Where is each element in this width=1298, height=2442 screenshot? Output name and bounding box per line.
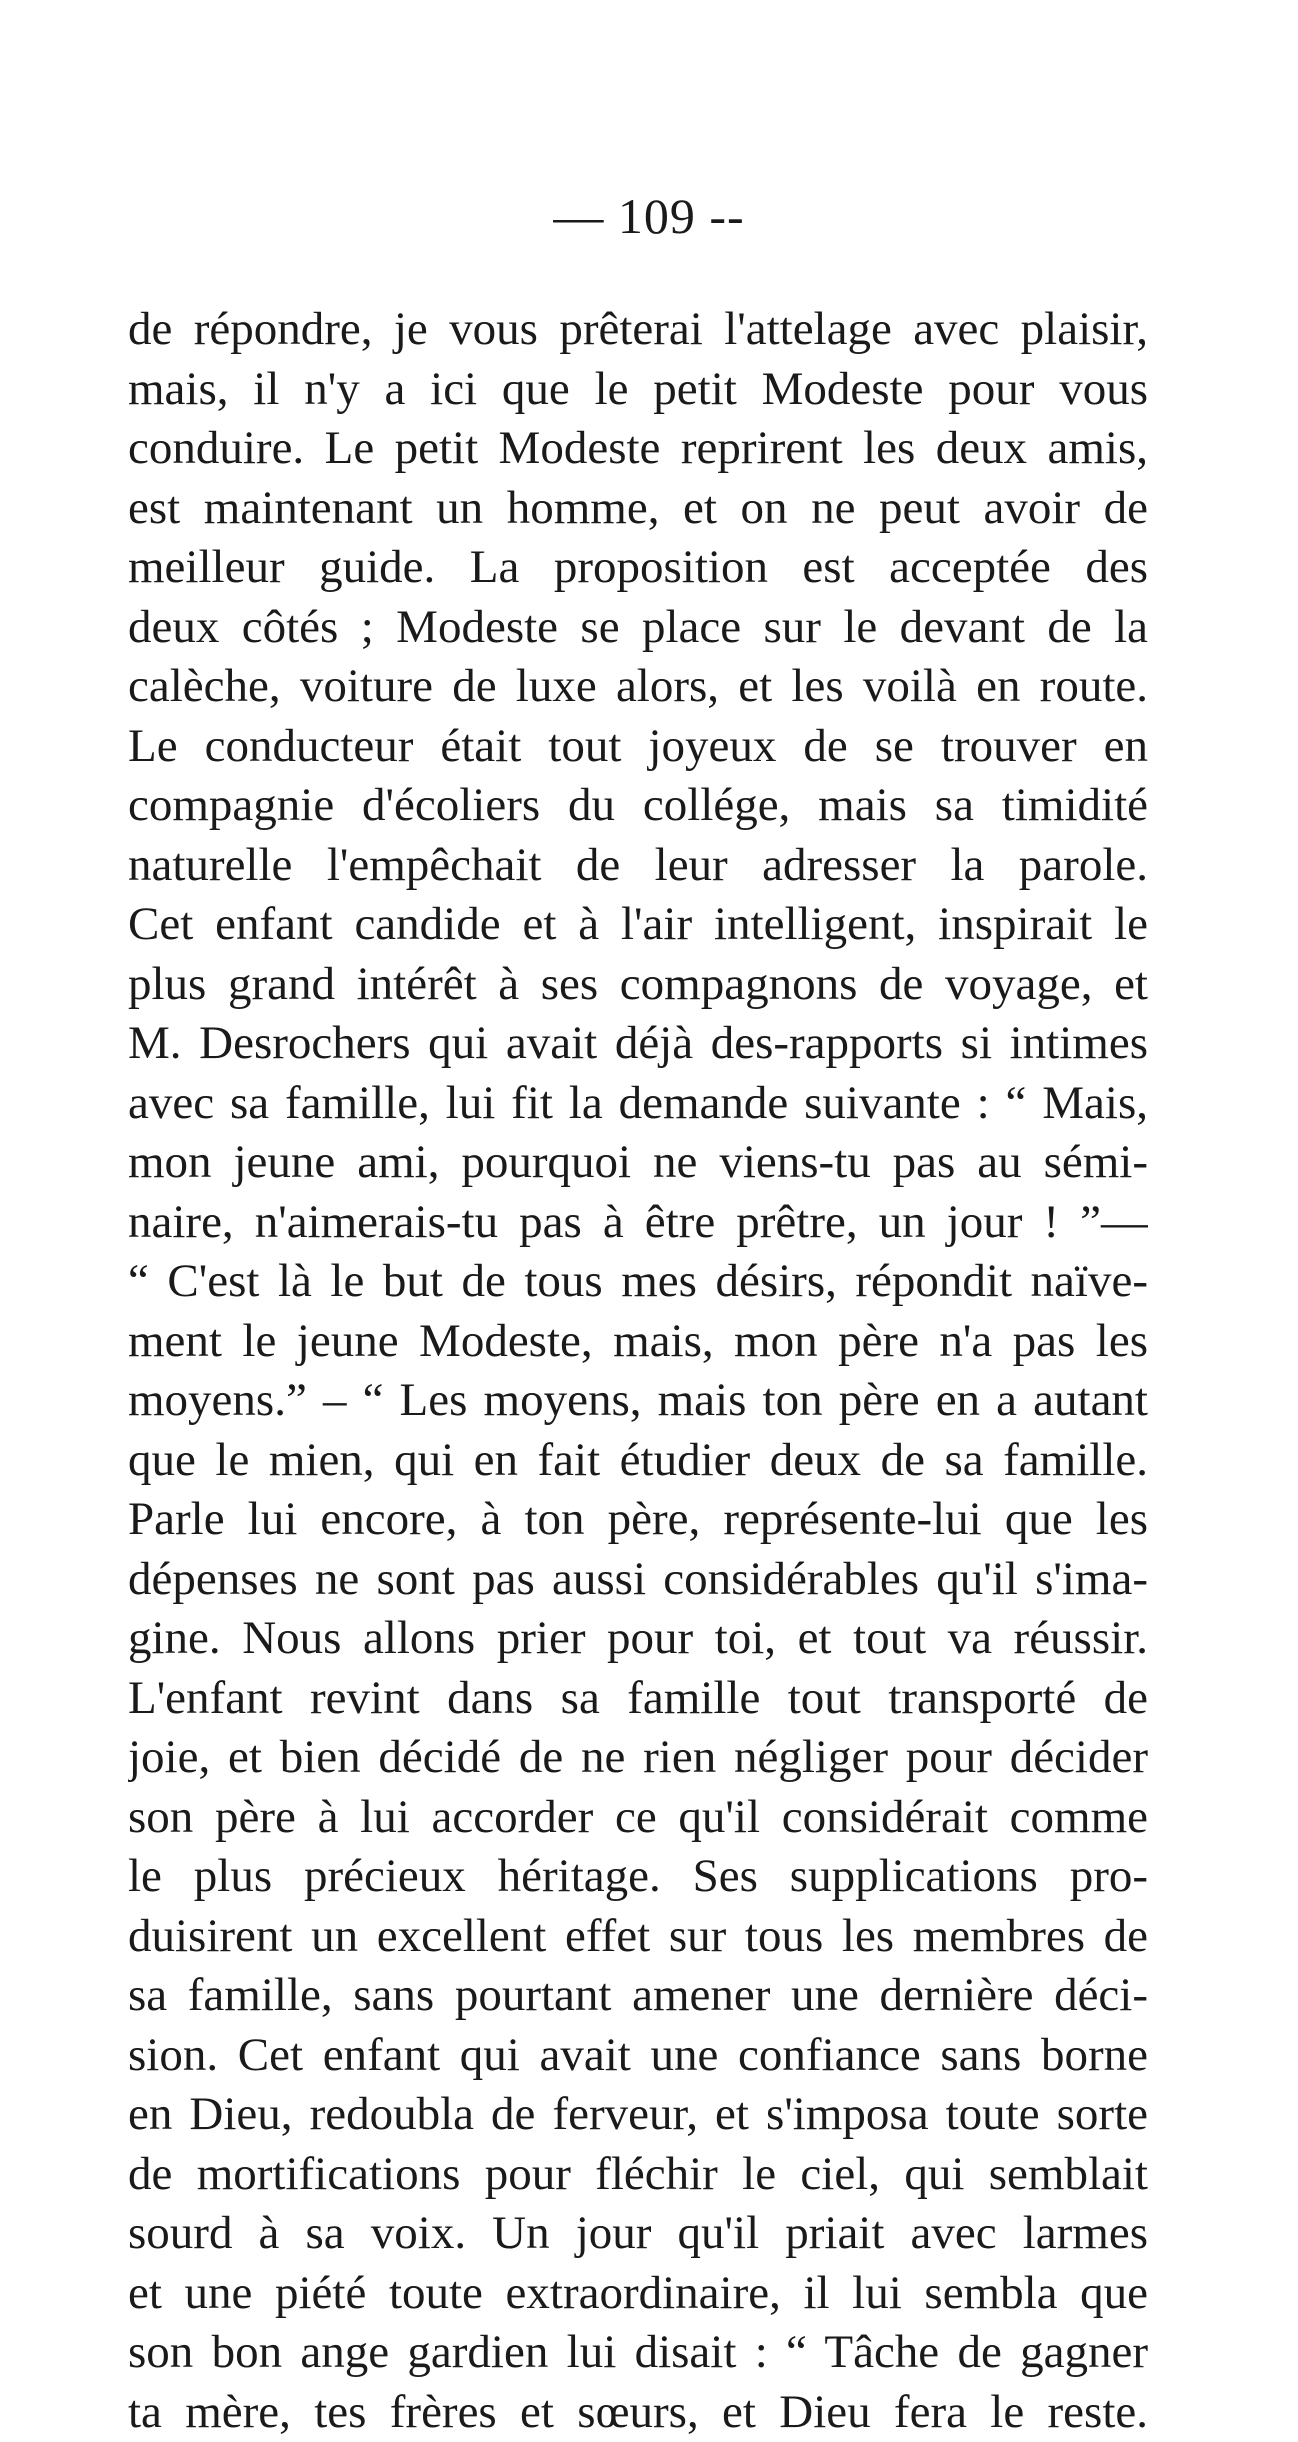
text-line: avec sa famille, lui fit la demande suivante : “ Mais, bbox=[128, 1074, 1148, 1134]
text-line: sion. Cet enfant qui avait une confiance sans borne bbox=[128, 2026, 1148, 2086]
text-line: joie, et bien décidé de ne rien négliger pour décider bbox=[128, 1728, 1148, 1788]
text-line: mais, il n'y a ici que le petit Modeste pour vous bbox=[128, 360, 1148, 420]
text-line: naturelle l'empêchait de leur adresser la parole. bbox=[128, 836, 1148, 896]
text-line: deux côtés ; Modeste se place sur le devant de la bbox=[128, 598, 1148, 658]
text-line: son bon ange gardien lui disait : “ Tâche de gagner bbox=[128, 2323, 1148, 2383]
text-line: compagnie d'écoliers du collége, mais sa timidité bbox=[128, 776, 1148, 836]
text-line: “ C'est là le but de tous mes désirs, répondit naïve- bbox=[128, 1252, 1148, 1312]
text-line: conduire. Le petit Modeste reprirent les deux amis, bbox=[128, 419, 1148, 479]
text-line: est maintenant un homme, et on ne peut avoir de bbox=[128, 479, 1148, 539]
text-line: sa famille, sans pourtant amener une dernière déci- bbox=[128, 1966, 1148, 2026]
text-line: Parle lui encore, à ton père, représente-lui que les bbox=[128, 1490, 1148, 1550]
text-line: moyens.” – “ Les moyens, mais ton père en a autant bbox=[128, 1371, 1148, 1431]
text-line: que le mien, qui en fait étudier deux de sa famille. bbox=[128, 1431, 1148, 1491]
text-line: le plus précieux héritage. Ses supplications pro- bbox=[128, 1847, 1148, 1907]
page-number: — 109 -- bbox=[0, 186, 1298, 246]
text-line: sourd à sa voix. Un jour qu'il priait avec larmes bbox=[128, 2204, 1148, 2264]
text-line: M. Desrochers qui avait déjà des-rapports si intimes bbox=[128, 1014, 1148, 1074]
text-line: Cet enfant candide et à l'air intelligent, inspirait le bbox=[128, 895, 1148, 955]
text-line: plus grand intérêt à ses compagnons de voyage, et bbox=[128, 955, 1148, 1015]
text-line: Le conducteur était tout joyeux de se trouver en bbox=[128, 717, 1148, 777]
text-line: L'enfant revint dans sa famille tout transporté de bbox=[128, 1669, 1148, 1729]
text-line: ment le jeune Modeste, mais, mon père n'a pas les bbox=[128, 1312, 1148, 1372]
text-line: ta mère, tes frères et sœurs, et Dieu fera le reste. bbox=[128, 2383, 1148, 2442]
text-line: de mortifications pour fléchir le ciel, qui semblait bbox=[128, 2145, 1148, 2205]
text-line: dépenses ne sont pas aussi considérables qu'il s'ima- bbox=[128, 1550, 1148, 1610]
text-line: naire, n'aimerais-tu pas à être prêtre, un jour ! ”— bbox=[128, 1193, 1148, 1253]
text-line: en Dieu, redoubla de ferveur, et s'imposa toute sorte bbox=[128, 2085, 1148, 2145]
text-line: et une piété toute extraordinaire, il lui sembla que bbox=[128, 2264, 1148, 2324]
text-line: calèche, voiture de luxe alors, et les voilà en route. bbox=[128, 657, 1148, 717]
text-line: de répondre, je vous prêterai l'attelage avec plaisir, bbox=[128, 300, 1148, 360]
text-line: gine. Nous allons prier pour toi, et tout va réussir. bbox=[128, 1609, 1148, 1669]
text-line: son père à lui accorder ce qu'il considérait comme bbox=[128, 1788, 1148, 1848]
text-line: duisirent un excellent effet sur tous les membres de bbox=[128, 1907, 1148, 1967]
text-line: meilleur guide. La proposition est acceptée des bbox=[128, 538, 1148, 598]
text-line: mon jeune ami, pourquoi ne viens-tu pas au sémi- bbox=[128, 1133, 1148, 1193]
body-text bbox=[128, 300, 1148, 2442]
